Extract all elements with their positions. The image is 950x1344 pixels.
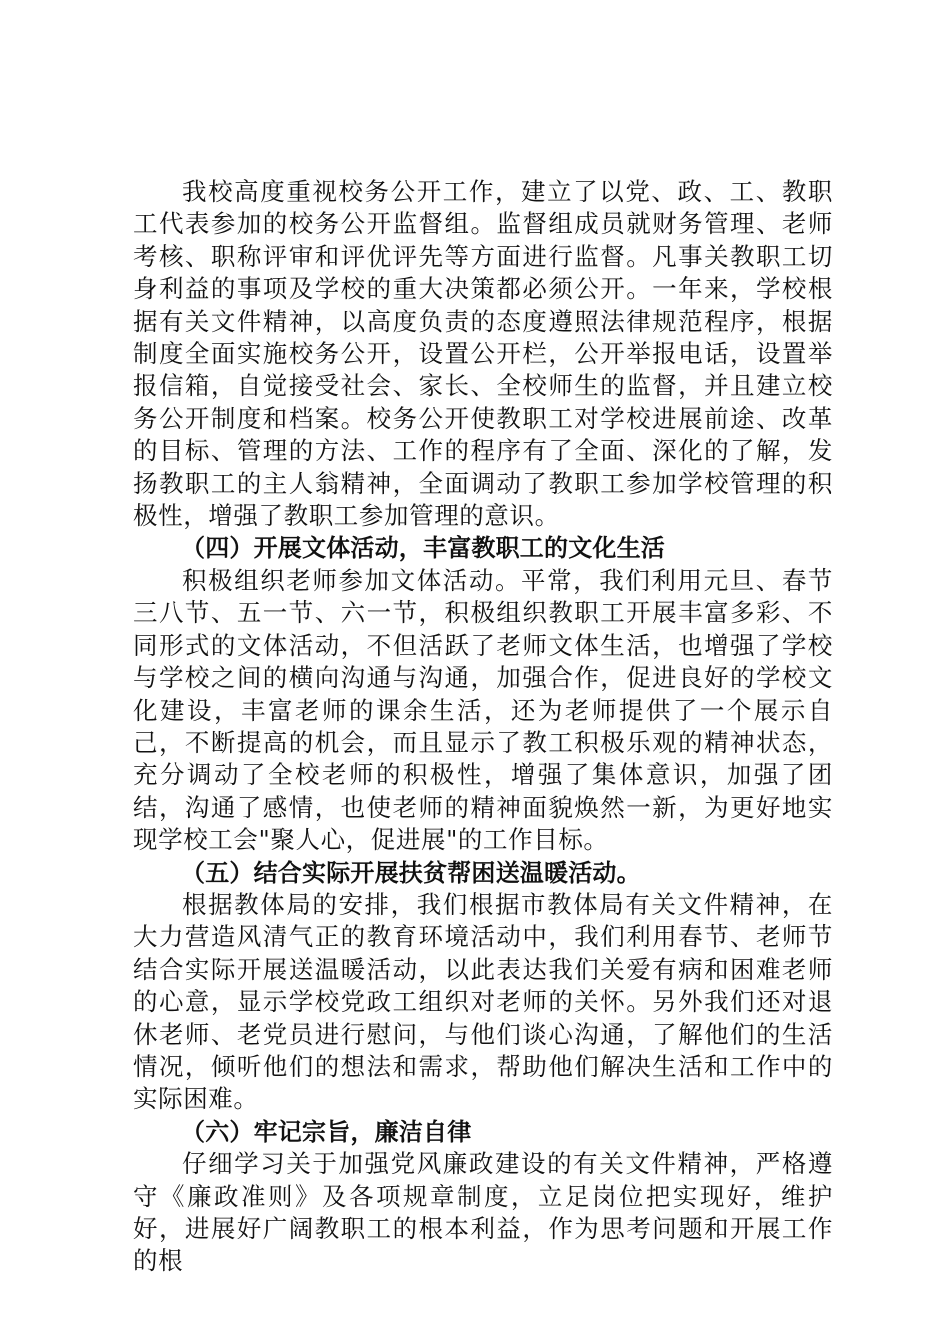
paragraph-school-affairs-openness: 我校高度重视校务公开工作，建立了以党、政、工、教职工代表参加的校务公开监督组。监督组成员就财务管理、老师考核、职称评审和评优评先等方面进行监督。凡事关教职工切身利益的事项及学校的重大决策都必须公开。一年来，学校根据有关文件精神，以高度负责的态度遵照法律规范程序，根据制度全面实施校务公开，设置公开栏，公开举报电话，设置举报信箱，自觉接受社会、家长、全校师生的监督，并且建立校务公开制度和档案。校务公开使教职工对学校进展前途、改革的目标、管理的方法、工作的程序有了全面、深化的了解，发扬教职工的主人翁精神，全面调动了教职工参加学校管理的积极性，增强了教职工参加管理的意识。 bbox=[133, 177, 833, 531]
paragraph-warmth-activities: 根据教体局的安排，我们根据市教体局有关文件精神，在大力营造风清气正的教育环境活动中，我们利用春节、老师节结合实际开展送温暖活动，以此表达我们关爱有病和困难老师的心意，显示学校党政工组织对老师的关怀。另外我们还对退休老师、老党员进行慰问，与他们谈心沟通，了解他们的生活情况，倾听他们的想法和需求，帮助他们解决生活和工作中的实际困难。 bbox=[133, 889, 833, 1114]
section-heading-6: （六）牢记宗旨，廉洁自律 bbox=[181, 1117, 472, 1146]
section-heading-4: （四）开展文体活动，丰富教职工的文化生活 bbox=[181, 534, 665, 563]
document-page bbox=[133, 176, 833, 1278]
paragraph-cultural-activities: 积极组织老师参加文体活动。平常，我们利用元旦、春节三八节、五一节、六一节，积极组织教职工开展丰富多彩、不同形式的文体活动，不但活跃了老师文体生活，也增强了学校与学校之间的横向沟通与沟通，加强合作，促进良好的学校文化建设，丰富老师的课余生活，还为老师提供了一个展示自己，不断提高的机会，而且显示了教工积极乐观的精神状态，充分调动了全校老师的积极性，增强了集体意识，加强了团结，沟通了感情，也使老师的精神面貌焕然一新，为更好地实现学校工会"聚人心，促进展"的工作目标。 bbox=[133, 565, 833, 855]
section-heading-5: （五）结合实际开展扶贫帮困送温暖活动。 bbox=[181, 858, 641, 887]
paragraph-integrity: 仔细学习关于加强党风廉政建设的有关文件精神，严格遵守《廉政准则》及各项规章制度，立足岗位把实现好，维护好，进展好广阔教职工的根本利益，作为思考问题和开展工作的根 bbox=[133, 1149, 833, 1276]
